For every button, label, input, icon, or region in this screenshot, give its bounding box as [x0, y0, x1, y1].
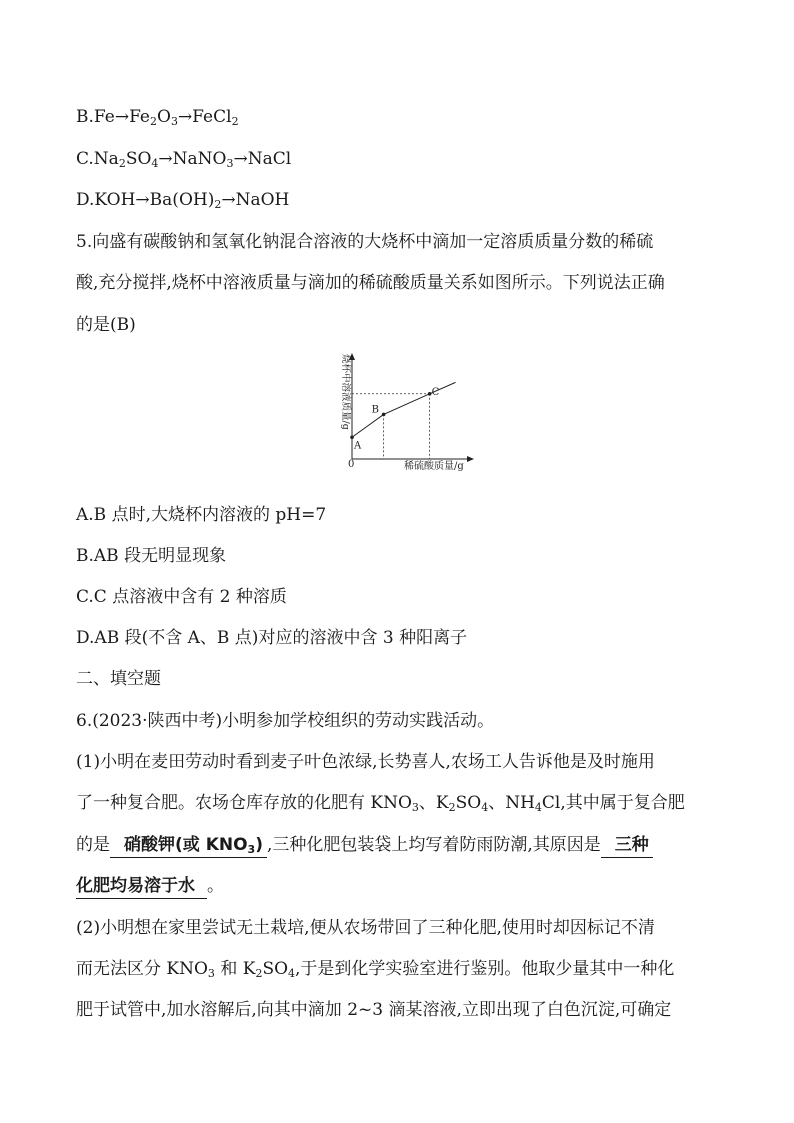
point-b	[382, 413, 386, 417]
point-label-a: A	[354, 440, 362, 452]
q6-part1-line4: 化肥均易溶于水 。	[76, 875, 224, 899]
option-b-prev: $B.Fe\to Fe_2O_3\to FeCl_2$	[76, 107, 239, 128]
answer-blank-2-part1: 三种	[601, 834, 653, 858]
q6-part1-line1: (1)小明在麦田劳动时看到麦子叶色浓绿,长势喜人,农场工人告诉他是及时施用	[76, 752, 655, 772]
q5-stem-line1: 5.向盛有碳酸钠和氢氧化钠混合溶液的大烧杯中滴加一定溶质质量分数的稀硫	[76, 232, 654, 252]
point-label-c: C	[431, 386, 440, 398]
answer-blank-2-part2: 化肥均易溶于水	[76, 875, 207, 899]
origin-label: 0	[348, 459, 355, 470]
x-axis-arrow	[467, 456, 474, 462]
x-axis-label: 稀硫酸质量/g	[404, 461, 464, 472]
q6-part2-line1: (2)小明想在家里尝试无土栽培,便从农场带回了三种化肥,使用时却因标记不清	[76, 918, 655, 938]
mass-line	[352, 382, 456, 437]
answer-blank-1: 硝酸钾(或 $KNO_3$)	[110, 834, 267, 858]
q5-option-b: B.AB 段无明显现象	[76, 546, 227, 566]
q5-option-a: A.B 点时,大烧杯内溶液的 pH=7	[76, 505, 327, 525]
section-heading: 二、填空题	[76, 669, 161, 689]
q5-stem-line2: 酸,充分搅拌,烧杯中溶液质量与滴加的稀硫酸质量关系如图所示。下列说法正确	[76, 273, 665, 293]
y-axis-label: 烧杯中溶液质量/g	[340, 354, 351, 430]
q5-stem-line3: 的是(B)	[76, 315, 136, 335]
q6-part2-line3: 肥于试管中,加水溶解后,向其中滴加 2~3 滴某溶液,立即出现了白色沉淀,可确定	[76, 1000, 672, 1020]
q6-part1-line3: 的是 硝酸钾(或 $KNO_3$) ,三种化肥包装袋上均写着防雨防潮,其原因是 三种	[76, 834, 653, 858]
option-d-prev: $D.KOH\to Ba(OH)_2\to NaOH$	[76, 190, 290, 211]
q6-stem: 6.(2023·陕西中考)小明参加学校组织的劳动实践活动。	[76, 711, 495, 731]
option-c-prev: $C.Na_2SO_4\to NaNO_3\to NaCl$	[76, 149, 292, 170]
point-label-b: B	[371, 404, 379, 416]
q6-part2-line2: 而无法区分 $KNO_3$ 和 $K_2SO_4$,于是到化学实验室进行鉴别。他取少量其中一种化	[76, 959, 675, 980]
point-a	[350, 435, 354, 439]
q5-graph	[327, 350, 477, 474]
q6-part1-line2: 了一种复合肥。农场仓库存放的化肥有 $KNO_3$、$K_2SO_4$、$NH_4Cl$,其中属于复合肥	[76, 793, 685, 814]
q5-option-c: C.C 点溶液中含有 2 种溶质	[76, 587, 287, 607]
q5-option-d: D.AB 段(不含 A、B 点)对应的溶液中含 3 种阳离子	[76, 628, 468, 648]
